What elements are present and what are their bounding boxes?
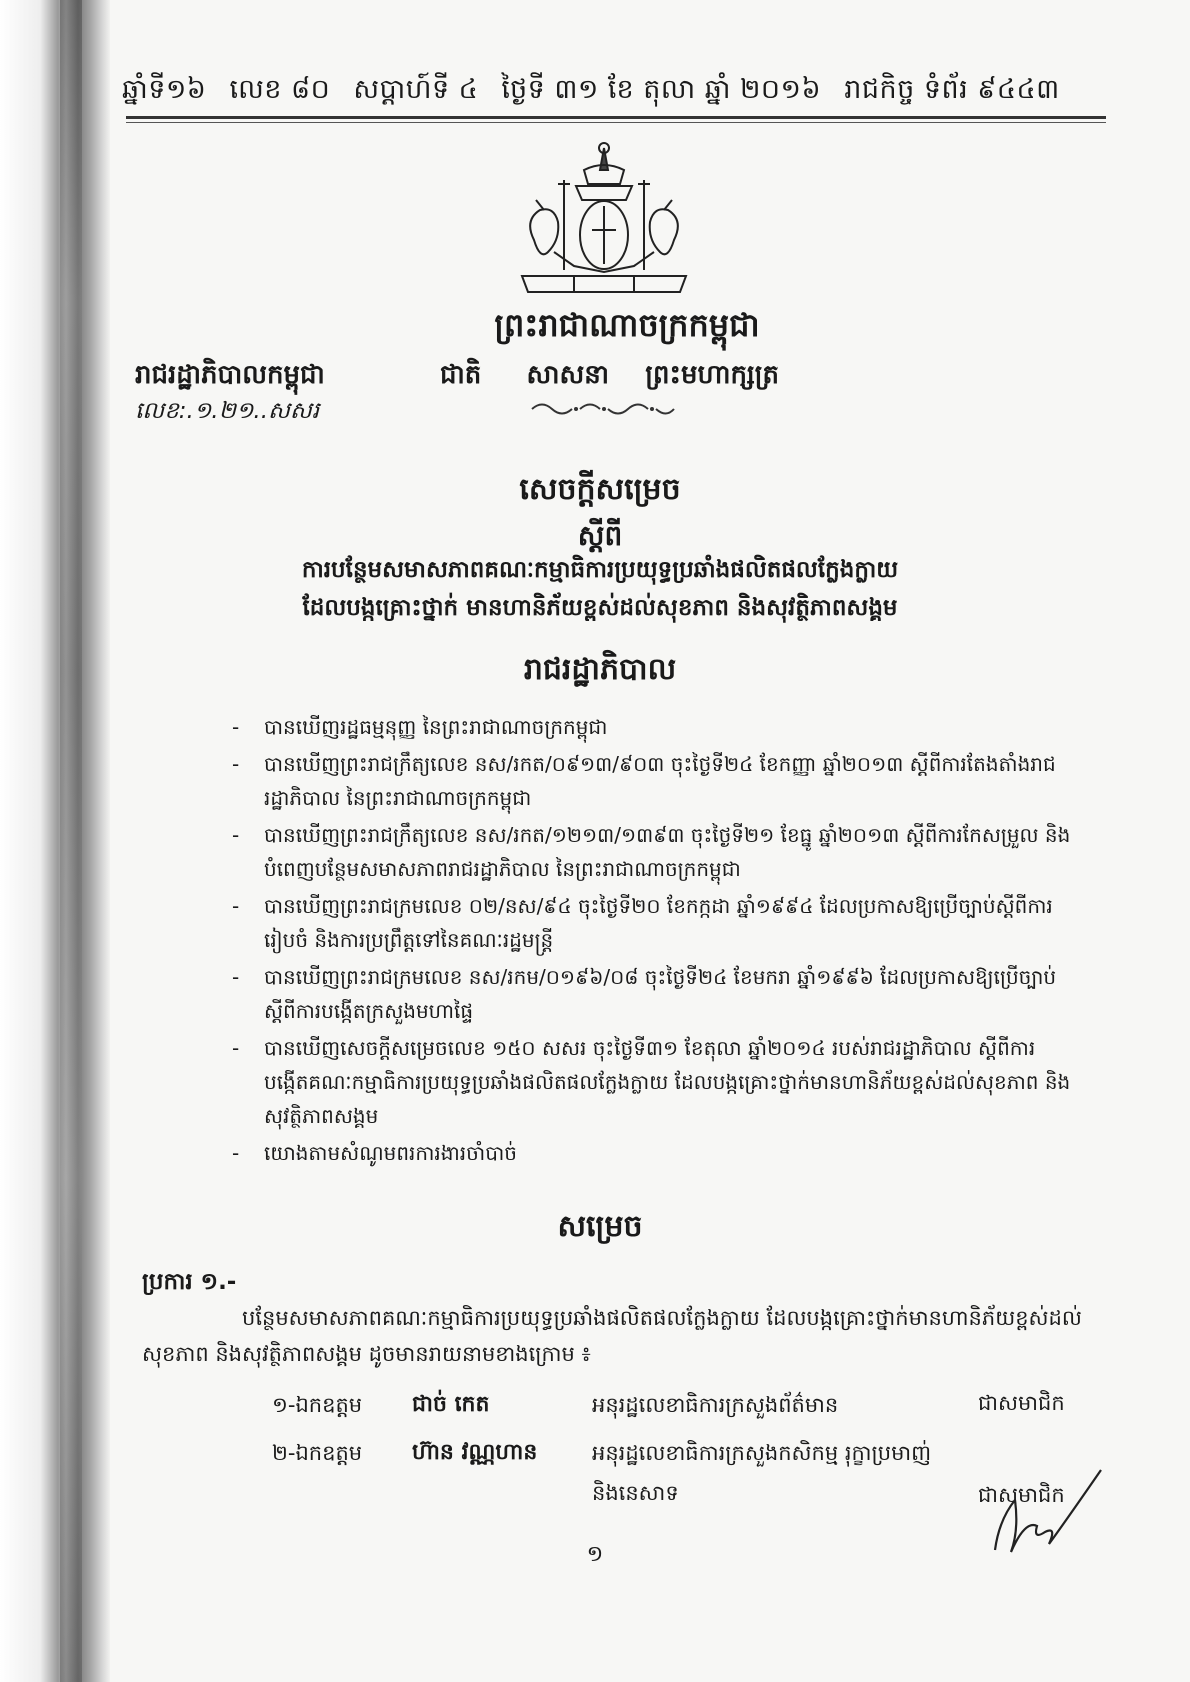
consideration-item: - បានឃើញព្រះរាជក្រឹត្យលេខ នស/រកត/០៩១៣/៩០៣ ចុះថ្ងៃទី២៤ ខែកញ្ញា ឆ្នាំ២០១៣ ស្តីពីការតែងតាំងរាជរដ្ឋាភិបាល នៃព្រះរាជាណាចក្រកម្ពុជា	[232, 747, 1072, 815]
subject-line-1: ការបន្ថែមសមាសភាពគណៈកម្មាធិការប្រយុទ្ធប្រឆាំងផលិតផលក្លែងក្លាយ	[301, 557, 899, 583]
royal-coat-of-arms-icon	[514, 140, 694, 300]
article-1-label: ប្រការ ១.-	[142, 1269, 237, 1295]
decision-heading: សម្រេច	[557, 1209, 643, 1244]
header-rule	[126, 116, 1106, 119]
gazette-header	[122, 73, 1102, 107]
document-number: លេខ:.១.២១..សសរ	[135, 398, 320, 424]
ornament-divider-icon	[528, 400, 678, 418]
member-1-name: ជាច់ កេត	[412, 1392, 490, 1417]
member-2-role: ជាសមាជិក	[978, 1483, 1065, 1507]
member-2-name: ហ៊ាន វណ្ណហាន	[412, 1440, 538, 1465]
document-title: សេចក្តីសម្រេច	[519, 472, 681, 507]
consideration-item: - យោងតាមសំណូមពរការងារចាំបាច់	[232, 1136, 1072, 1170]
member-1-role: ជាសមាជិក	[978, 1391, 1065, 1415]
consideration-item: - បានឃើញព្រះរាជក្រមលេខ នស/រកម/០១៩៦/០៨ ចុះថ្ងៃទី២៤ ខែមករា ឆ្នាំ១៩៩៦ ដែលប្រកាសឱ្យប្រើច្បាប់ស្តីពីការបង្កើតក្រសួងមហាផ្ទៃ	[232, 960, 1072, 1028]
header-rule-thin	[126, 122, 1106, 123]
header-week: សប្តាហ៍ទី ៤	[353, 74, 479, 105]
about-label: ស្តីពី	[577, 519, 623, 552]
subject-line-2: ដែលបង្កគ្រោះថ្នាក់ មានហានិភ័យខ្ពស់ដល់សុខភាព និងសុវត្ថិភាពសង្គម	[302, 595, 898, 621]
signature-icon	[985, 1460, 1105, 1570]
motto-nation: ជាតិ	[440, 360, 482, 390]
header-page: រាជកិច្ច ទំព័រ ៩៤៤៣	[844, 74, 1060, 105]
motto-religion: សាសនា	[526, 360, 610, 390]
kingdom-name: ព្រះរាជាណាចក្រកម្ពុជា	[494, 306, 760, 344]
article-1-text: បន្ថែមសមាសភាពគណៈកម្មាធិការប្រយុទ្ធប្រឆាំងផលិតផលក្លែងក្លាយ ដែលបង្កគ្រោះថ្នាក់មានហានិភ័យខ្ពស់ដល់សុខភាព និងសុវត្ថិភាពសង្គម ដូចមានរាយនាមខាងក្រោម ៖	[142, 1306, 1082, 1366]
member-2-position-cont: និងនេសាទ	[592, 1481, 679, 1505]
page-number: ១	[586, 1542, 604, 1567]
header-year: ឆ្នាំទី១៦	[122, 74, 207, 105]
considerations-list	[232, 710, 1072, 1173]
consideration-item: - បានឃើញព្រះរាជក្រមលេខ ០២/នស/៩៤ ចុះថ្ងៃទី២០ ខែកក្កដា ឆ្នាំ១៩៩៤ ដែលប្រកាសឱ្យប្រើច្បាប់ស្តីពីការរៀបចំ និងការប្រព្រឹត្តទៅនៃគណៈរដ្ឋមន្ត្រី	[232, 889, 1072, 957]
consideration-item: - បានឃើញរដ្ឋធម្មនុញ្ញ នៃព្រះរាជាណាចក្រកម្ពុជា	[232, 710, 1072, 744]
header-date: ថ្ងៃទី ៣១ ខែ តុលា ឆ្នាំ ២០១៦	[501, 74, 822, 105]
consideration-item: - បានឃើញព្រះរាជក្រឹត្យលេខ នស/រកត/១២១៣/១៣៩៣ ចុះថ្ងៃទី២១ ខែធ្នូ ឆ្នាំ២០១៣ ស្តីពីការកែសម្រួល និងបំពេញបន្ថែមសមាសភាពរាជរដ្ឋាភិបាល នៃព្រះរាជាណាចក្រកម្ពុជា	[232, 818, 1072, 886]
motto-king: ព្រះមហាក្សត្រ	[645, 360, 779, 390]
member-2-title: ២-ឯកឧត្តម	[272, 1441, 363, 1465]
national-motto	[440, 358, 820, 396]
member-1-title: ១-ឯកឧត្តម	[272, 1393, 363, 1417]
binding-edge	[60, 0, 82, 1682]
issuer-heading: រាជរដ្ឋាភិបាល	[523, 652, 677, 687]
member-1-position: អនុរដ្ឋលេខាធិការក្រសួងព័ត៌មាន	[592, 1393, 839, 1417]
binding-shadow	[0, 0, 110, 1682]
consideration-item: - បានឃើញសេចក្តីសម្រេចលេខ ១៥០ សសរ ចុះថ្ងៃទី៣១ ខែតុលា ឆ្នាំ២០១៤ របស់រាជរដ្ឋាភិបាល ស្តីពីការបង្កើតគណៈកម្មាធិការប្រយុទ្ធប្រឆាំងផលិតផលក្លែងក្លាយ ដែលបង្កគ្រោះថ្នាក់មានហានិភ័យខ្ពស់ដល់សុខភាព និងសុវត្ថិភាពសង្គម	[232, 1031, 1072, 1133]
header-number: លេខ ៨០	[229, 74, 331, 105]
issuing-government: រាជរដ្ឋាភិបាលកម្ពុជា	[135, 360, 325, 390]
member-2-position: អនុរដ្ឋលេខាធិការក្រសួងកសិកម្ម រុក្ខាប្រមាញ់	[592, 1441, 932, 1465]
